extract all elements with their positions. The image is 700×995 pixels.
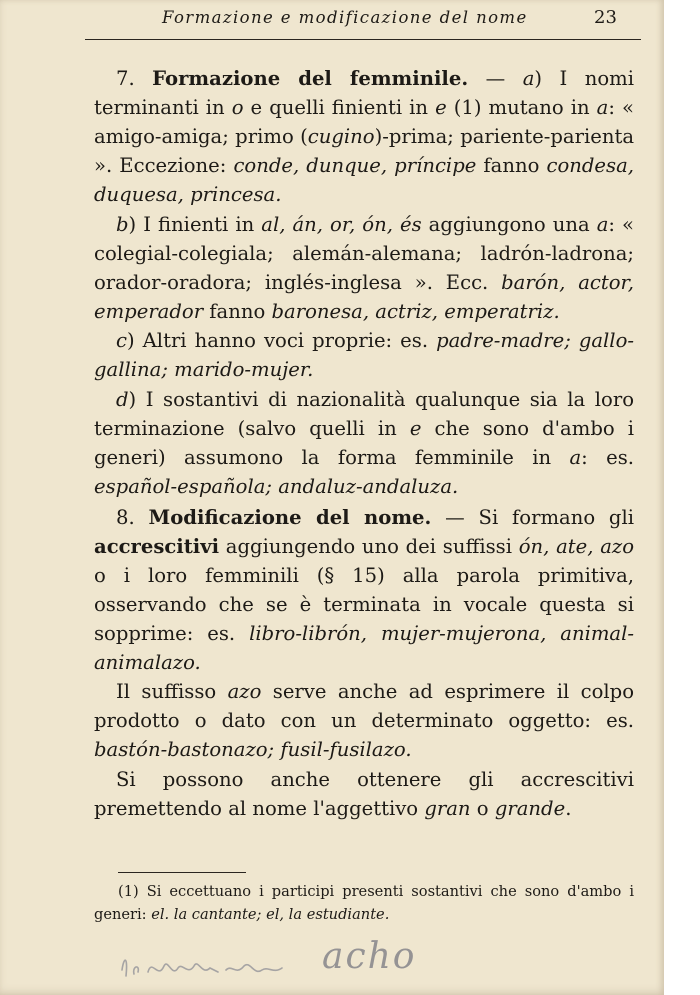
bold-run: Modificazione del nome. xyxy=(148,505,432,529)
italic-run: e xyxy=(435,96,447,119)
footnote-rule xyxy=(118,872,246,873)
text-run: : « amigo-amiga; primo ( xyxy=(94,96,634,148)
paragraph-feminine-d xyxy=(94,385,634,501)
italic-run: conde, dunque, príncipe xyxy=(233,154,477,177)
italic-run: d xyxy=(116,387,129,411)
text-run: Si possono anche ottenere gli accrescitivi premettendo al nome l'aggettivo xyxy=(94,767,634,820)
text-run: o xyxy=(470,796,495,820)
handwritten-note xyxy=(118,928,438,988)
text-run: aggiungono una xyxy=(421,212,597,236)
paragraph-feminine-b xyxy=(94,210,634,326)
italic-run: a xyxy=(522,67,535,90)
italic-run: c xyxy=(116,329,127,352)
running-title: Formazione e modificazione del nome xyxy=(162,8,528,27)
italic-run: padre-madre; gallo-gallina; marido-mujer. xyxy=(94,329,634,381)
text-run: o i loro femminili (§ 15) alla parola primitiva, osservando che se è terminata in vocale questa si sopprime: es. xyxy=(94,563,634,645)
handwritten-word: acho xyxy=(322,936,417,977)
text-run: ) I nomi terminanti in xyxy=(94,67,634,119)
text-run: (1) Si eccettuano i participi presenti sostantivi che sono d'ambo i generi: xyxy=(94,883,634,923)
text-run: e quelli finienti in xyxy=(243,96,436,119)
italic-run: gran xyxy=(424,796,471,820)
paragraph-gran-grande xyxy=(94,765,634,823)
italic-run: o xyxy=(231,96,244,119)
body-text xyxy=(94,64,634,823)
text-run: — xyxy=(468,67,523,90)
italic-run: baronesa, actriz, emperatriz. xyxy=(271,299,560,323)
text-run: — Si formano gli xyxy=(431,505,634,529)
italic-run: bastón-bastonazo; fusil-fusilazo. xyxy=(94,738,412,761)
italic-run: libro-librón, mujer-mujerona, animal-animalazo. xyxy=(94,621,634,674)
text-run: : « colegial-colegiala; alemán-alemana; ladrón-ladrona; orador-oradora; inglés-inglesa ». Ecc. xyxy=(94,212,634,294)
paragraph-feminine-c xyxy=(94,326,634,384)
text-run: che sono d'ambo i generi) assumono la forma femminile in xyxy=(94,416,635,469)
italic-run: e xyxy=(409,416,422,440)
text-run: . xyxy=(565,796,572,820)
italic-run: ón, ate, azo xyxy=(518,534,634,558)
bold-run: Formazione del femminile. xyxy=(152,67,469,90)
paragraph-feminine-intro xyxy=(94,64,634,209)
text-run: 7. xyxy=(116,67,153,90)
italic-run: a xyxy=(596,212,609,236)
bold-run: accrescitivi xyxy=(94,534,220,558)
italic-run: a xyxy=(569,445,582,469)
text-run: Il suffisso xyxy=(116,680,228,703)
text-run: ) I finienti in xyxy=(128,212,262,236)
text-run: fanno xyxy=(476,154,547,177)
italic-run: el. la cantante; el, la estudiante. xyxy=(151,906,390,923)
italic-run: barón, actor, emperador xyxy=(94,270,635,323)
footnote xyxy=(94,880,634,926)
italic-run: español-española; andaluz-andaluza. xyxy=(94,474,459,498)
running-header xyxy=(0,8,664,32)
italic-run: cugino xyxy=(307,125,375,148)
paragraph-modification-intro xyxy=(94,503,634,677)
italic-run: al, án, or, ón, és xyxy=(261,212,422,236)
text-run: : es. xyxy=(581,445,635,469)
italic-run: b xyxy=(116,212,129,236)
text-run: 8. xyxy=(116,505,149,529)
text-run: (1) mutano in xyxy=(446,96,597,119)
text-run: )-prima; pariente-parienta ». Eccezione: xyxy=(94,125,634,177)
text-run: fanno xyxy=(203,299,272,323)
text-run: aggiungendo uno dei suffissi xyxy=(219,534,519,558)
paragraph-suffix-azo xyxy=(94,677,634,764)
italic-run: a xyxy=(596,96,609,119)
text-run: ) I sostantivi di nazionalità qualunque sia la loro terminazione (salvo quelli in xyxy=(94,387,634,440)
header-rule xyxy=(85,39,641,40)
footnote-text xyxy=(94,880,634,926)
text-run: ) Altri hanno voci proprie: es. xyxy=(126,329,437,352)
pencil-scribble-icon xyxy=(118,936,318,986)
page-number: 23 xyxy=(594,7,617,28)
italic-run: condesa, duquesa, princesa. xyxy=(94,154,634,206)
italic-run: grande xyxy=(494,796,566,820)
text-run: serve anche ad esprimere il colpo prodotto o dato con un determinato oggetto: es. xyxy=(94,680,634,732)
italic-run: azo xyxy=(227,680,262,703)
